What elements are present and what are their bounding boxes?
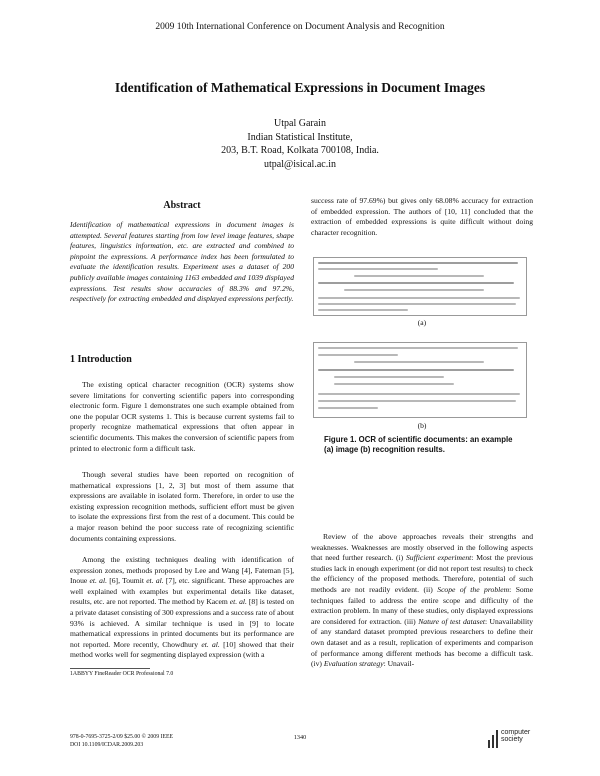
right-p2-label: Scope of the problem: [437, 584, 510, 594]
logo-bars-icon: [488, 730, 498, 748]
figure-caption: Figure 1. OCR of scientific documents: an example (a) image (b) recognition results.: [324, 435, 513, 455]
intro-p3-text: [6], Toumit: [106, 576, 147, 586]
intro-paragraph-3: [70, 555, 294, 661]
right-p2-label: Evaluation strategy: [323, 659, 384, 669]
intro-p3-etal: et. al.: [229, 597, 247, 607]
author-institute: Indian Statistical Institute,: [247, 131, 353, 143]
logo-line-1: computer: [501, 729, 531, 736]
right-p2-text: : Most the previous studies lack in enough experiment (or did not report test results) to check the efficiency of the proposed methods. Therefore, potential of such methods are not readily evident. (ii): [311, 553, 533, 594]
intro-paragraph-1: The existing optical character recognition (OCR) systems show severe limitations for converting scientific papers into corresponding electronic form. Figure 1 demonstrates one such example obtained from one the popular OCR systems 1. This is because current systems fail to properly recognize mathematical expressions that often appear in scientific documents. This makes the conversion of scientific papers from printed to electronic form a difficult task.: [70, 380, 294, 453]
footer-isbn: 978-0-7695-3725-2/09 $25.00 © 2009 IEEE: [70, 734, 174, 740]
right-p2-text: : Unavailability of any standard dataset prompted previous researchers to define their own dataset and as a result, replication of experiments and comparison of performance among different methods has become a difficult task. (iv): [311, 616, 533, 669]
intro-p3-etal: et. al.: [89, 576, 107, 586]
right-p2-text: : Some techniques failed to address the entire scope and difficulty of the extraction problem. In many of these studies, only displayed expressions are considered for extraction. (iii): [311, 584, 533, 626]
right-column-paragraph: [311, 532, 533, 670]
figure-1b-ocr-result: [313, 342, 527, 418]
figure-sublabel-a: (a): [417, 318, 427, 327]
right-p2-text: : Unavail-: [383, 659, 415, 669]
footnote: 1ABBYY FineReader OCR Professional 7.0: [70, 671, 174, 677]
footnote-rule: [70, 668, 150, 669]
computer-society-logo: [488, 728, 548, 750]
intro-p3-text: [8] is tested on a private dataset consisting of 300 expressions and a success rate of about 93% is achieved. A similar technique is used in [9] to locate mathematical expressions in printed documents but its performance are not reported. More recently, Chowdhury: [70, 597, 294, 649]
abstract-heading: Abstract: [163, 200, 201, 211]
figure-sublabel-b: (b): [417, 421, 427, 430]
conference-header: 2009 10th International Conference on Document Analysis and Recognition: [155, 22, 445, 32]
right-p2-label: Sufficient experiment: [406, 553, 472, 563]
introduction-heading: 1 Introduction: [70, 354, 132, 365]
page-number: 1340: [293, 734, 307, 741]
right-column-continuation: success rate of 97.69%) but gives only 68.08% accuracy for extraction of embedded expression. The authors of [10, 11] concluded that the extraction of embedded expressions is quite difficult without doing character recognition.: [311, 196, 533, 237]
intro-p3-text: Among the existing techniques dealing with identification of expression zones, methods proposed by Lee and Wang [4], Fateman [5], Inoue: [70, 555, 294, 586]
right-p2-text: Review of the above approaches reveals their strengths and weaknesses. Weaknesses are mostly observed in the following aspects that need further research. (i): [311, 532, 533, 563]
right-p2-label: Nature of test dataset: [418, 616, 485, 626]
author-address: 203, B.T. Road, Kolkata 700108, India.: [221, 145, 379, 156]
intro-p3-text: [7], etc. significant. These approaches are well explained with examples but experimental details like dataset, results, etc. are not reported. The method by Kacem: [70, 576, 294, 607]
paper-title: Identification of Mathematical Expressions in Document Images: [114, 80, 486, 95]
footer-doi: DOI 10.1109/ICDAR.2009.203: [70, 741, 144, 748]
author-email[interactable]: utpal@isical.ac.in: [264, 158, 336, 170]
intro-paragraph-2: Though several studies have been reported on recognition of mathematical expressions [1, 2, 3] but most of them assume that expressions are available in isolated form. Therefore, in order to use the existing expression recognition methods, sufficient effort must be given to isolate the expressions first from the rest of a document. This could be a major reason behind the poor success rate of recognizing scientific documents containing expressions.: [70, 470, 294, 543]
author-name: Utpal Garain: [274, 118, 326, 129]
intro-p3-etal: et. al.: [201, 639, 220, 649]
logo-line-2: society: [501, 736, 523, 743]
intro-p3-etal: et. al.: [146, 576, 164, 586]
author-block: [0, 117, 600, 171]
abstract-text: Identification of mathematical expressions in document images is attempted. Several features starting from low level image features, shape features, linguistics information, etc. are extracted and combined to pinpoint the expressions. A performance index has been formulated to evaluate the identification results. Experiment uses a dataset of 200 publicly available images containing 1163 embedded and 1039 displayed expressions. Test results show accuracies of 88.3% and 97.2%, respectively for extracting embedded and displayed expressions perfectly.: [70, 220, 294, 304]
intro-p3-text: [10] showed that their method works well for segmenting displayed expression (with a: [70, 639, 294, 660]
figure-1a-scanned-image: [313, 257, 527, 316]
